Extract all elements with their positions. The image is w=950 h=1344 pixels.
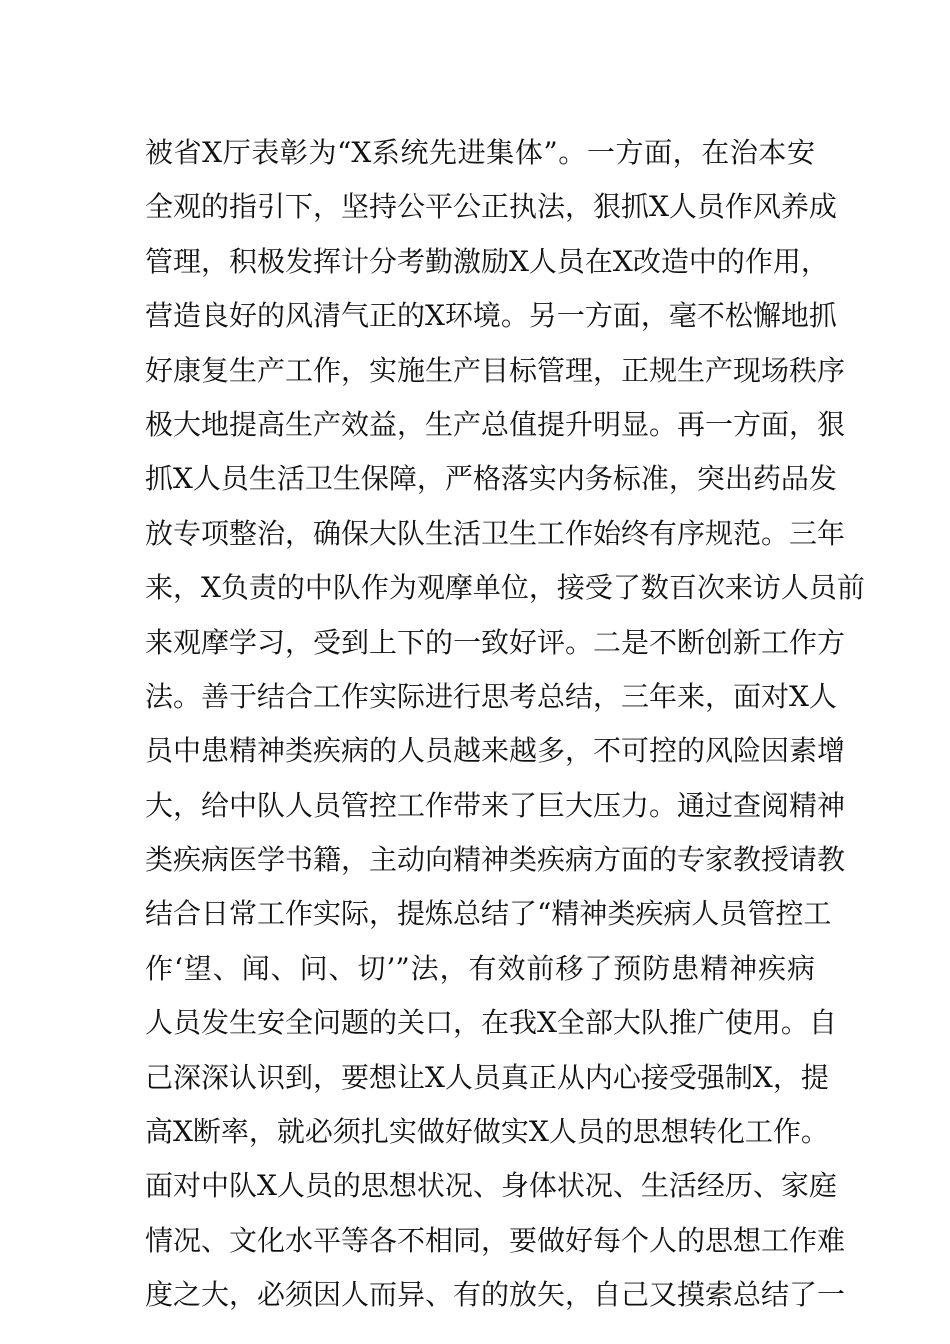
text-line: 作‘望、闻、问、切’”法，有效前移了预防患精神疾病 bbox=[145, 951, 815, 985]
text-line: 法。善于结合工作实际进行思考总结，三年来，面对X人 bbox=[145, 679, 837, 713]
text-line: 放专项整治，确保大队生活卫生工作始终有序规范。三年 bbox=[145, 516, 846, 550]
text-line: 情况、文化水平等各不相同，要做好每个人的思想工作难 bbox=[145, 1223, 846, 1257]
text-line: 来观摩学习，受到上下的一致好评。二是不断创新工作方 bbox=[145, 625, 846, 659]
text-line: 结合日常工作实际，提炼总结了“精神类疾病人员管控工 bbox=[145, 897, 832, 931]
text-line: 类疾病医学书籍，主动向精神类疾病方面的专家教授请教 bbox=[145, 843, 846, 877]
text-line: 大，给中队人员管控工作带来了巨大压力。通过查阅精神 bbox=[145, 788, 846, 822]
text-line: 高X断率，就必须扎实做好做实X人员的思想转化工作。 bbox=[145, 1115, 829, 1149]
text-line: 人员发生安全问题的关口，在我X全部大队推广使用。自 bbox=[145, 1006, 837, 1040]
text-line: 极大地提高生产效益，生产总值提升明显。再一方面，狠 bbox=[145, 407, 846, 441]
text-line: 管理，积极发挥计分考勤激励X人员在X改造中的作用， bbox=[145, 244, 829, 278]
body-paragraph bbox=[145, 126, 865, 1323]
text-line: 抓X人员生活卫生保障，严格落实内务标准，突出药品发 bbox=[145, 462, 837, 496]
text-line: 度之大，必须因人而异、有的放矢，自己又摸索总结了一 bbox=[145, 1278, 846, 1312]
text-line: 全观的指引下，坚持公平公正执法，狠抓X人员作风养成 bbox=[145, 190, 837, 224]
text-line: 己深深认识到，要想让X人员真正从内心接受强制X，提 bbox=[145, 1060, 829, 1094]
text-line: 来，X负责的中队作为观摩单位，接受了数百次来访人员前 bbox=[145, 571, 865, 605]
text-line: 面对中队X人员的思想状况、身体状况、生活经历、家庭 bbox=[145, 1169, 837, 1203]
text-line: 被省X厅表彰为“X系统先进集体”。一方面，在治本安 bbox=[145, 136, 815, 169]
text-line: 员中患精神类疾病的人员越来越多，不可控的风险因素增 bbox=[145, 734, 846, 768]
text-line: 好康复生产工作，实施生产目标管理，正规生产现场秩序 bbox=[145, 353, 846, 387]
text-line: 营造良好的风清气正的X环境。另一方面，毫不松懈地抓 bbox=[145, 299, 837, 333]
